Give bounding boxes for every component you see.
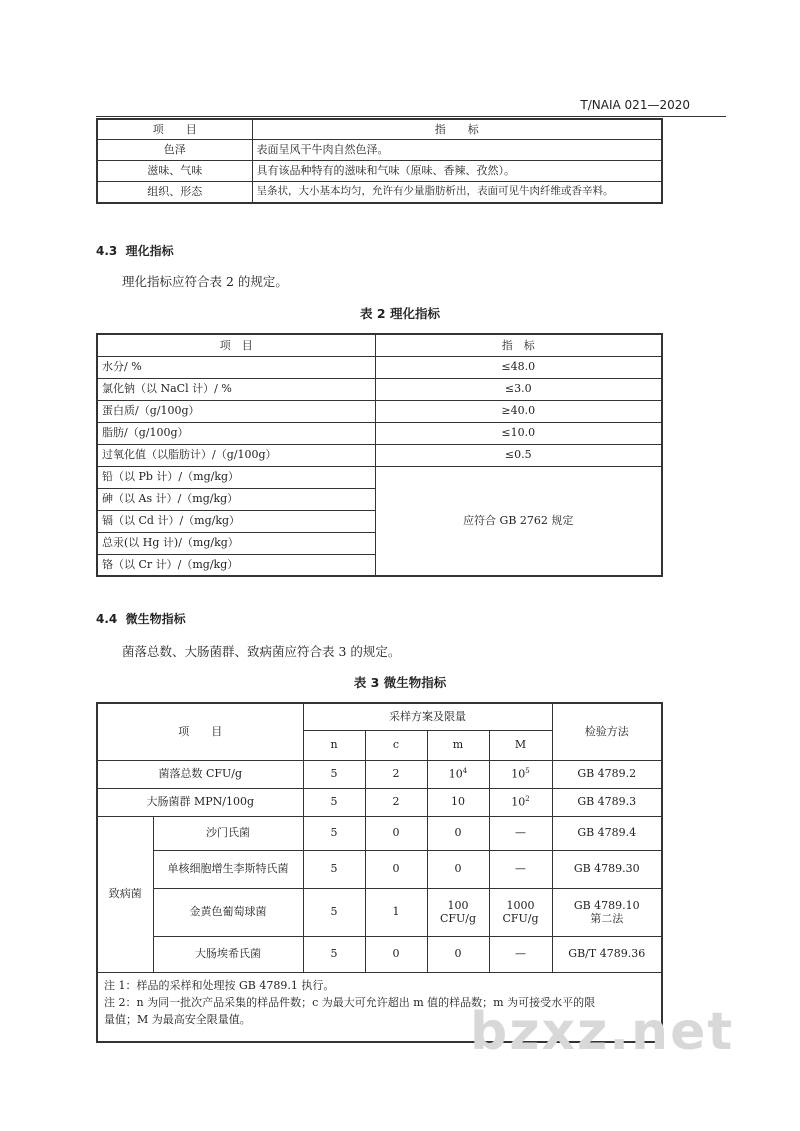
- table3-cell-n: 5: [303, 816, 365, 850]
- table2-cell-item: 总汞(以 Hg 计)/（mg/kg）: [97, 532, 375, 554]
- watermark-text: bzxz.net: [470, 1002, 735, 1062]
- section-paragraph: 理化指标应符合表 2 的规定。: [122, 274, 288, 289]
- section-paragraph: 菌落总数、大肠菌群、致病菌应符合表 3 的规定。: [122, 644, 401, 659]
- sensory-table: [96, 118, 663, 204]
- table1-cell-item: 滋味、气味: [97, 160, 252, 181]
- table3-cell-c: 0: [365, 936, 427, 972]
- table3-header-item: 项 目: [97, 703, 303, 760]
- note-line: 注 1：样品的采样和处理按 GB 4789.1 执行。: [104, 978, 335, 992]
- table1-header-item: 项 目: [97, 119, 252, 139]
- physicochemical-table: [96, 333, 663, 577]
- table3-cell-M: [489, 888, 552, 936]
- table3-header-n: n: [303, 730, 365, 760]
- table3-cell-M: —: [489, 816, 552, 850]
- note-line: 注 2：n 为同一批次产品采集的样品件数；c 为最大可允许超出 m 值的样品数；m 为可接受水平的限: [104, 995, 596, 1009]
- section-title: 微生物指标: [125, 612, 186, 626]
- table3-caption: 表 3 微生物指标: [353, 675, 447, 690]
- table3-cell-c: 0: [365, 850, 427, 888]
- table3-cell-method: GB/T 4789.36: [552, 936, 662, 972]
- table2-caption: 表 2 理化指标: [360, 306, 440, 321]
- section-heading-4-4: [96, 610, 186, 627]
- table3-header-method: 检验方法: [552, 703, 662, 760]
- table3-cell-c: 0: [365, 816, 427, 850]
- section-title: 理化指标: [125, 244, 174, 258]
- table2-cell-spec: ≤10.0: [375, 422, 662, 444]
- power-exponent: 2: [525, 795, 530, 804]
- table3-cell-method: GB 4789.30: [552, 850, 662, 888]
- table2-cell-item: 砷（以 As 计）/（mg/kg）: [97, 488, 375, 510]
- table2-cell-item: 铬（以 Cr 计）/（mg/kg）: [97, 554, 375, 576]
- table3-cell-m: 0: [427, 936, 489, 972]
- table1-cell-spec: 呈条状，大小基本均匀，允许有少量脂肪析出，表面可见牛肉纤维或香辛料。: [252, 181, 662, 203]
- table2-cell-spec: ≤48.0: [375, 356, 662, 378]
- table3-pathogen-label: 致病菌: [97, 816, 153, 972]
- table1-cell-item: 组织、形态: [97, 181, 252, 203]
- table3-cell-item: 单核细胞增生李斯特氏菌: [153, 850, 303, 888]
- power-exponent: 5: [525, 767, 530, 776]
- table1-cell-spec: 表面呈风干牛肉自然色泽。: [252, 139, 662, 160]
- table3-cell-method: GB 4789.4: [552, 816, 662, 850]
- table2-cell-item: 过氧化值（以脂肪计）/（g/100g）: [97, 444, 375, 466]
- table3-cell-M: —: [489, 936, 552, 972]
- unit-line: CFU/g: [439, 912, 477, 925]
- table3-header-c: c: [365, 730, 427, 760]
- microbiological-table: [96, 702, 663, 1043]
- table3-cell-m: [427, 760, 489, 788]
- table3-cell-method: GB 4789.2: [552, 760, 662, 788]
- table3-cell-M: —: [489, 850, 552, 888]
- document-number: T/NAIA 021—2020: [580, 98, 690, 112]
- section-number: 4.3: [96, 244, 118, 258]
- method-line: GB 4789.10: [573, 898, 640, 912]
- table3-cell-m: 0: [427, 816, 489, 850]
- table2-cell-item: 水分/ %: [97, 356, 375, 378]
- table3-cell-n: 5: [303, 888, 365, 936]
- section-heading-4-3: [96, 242, 174, 259]
- table3-cell-n: 5: [303, 936, 365, 972]
- table2-cell-item: 氯化钠（以 NaCl 计）/ %: [97, 378, 375, 400]
- value-line: 100: [447, 898, 469, 912]
- table3-cell-item: 菌落总数 CFU/g: [97, 760, 303, 788]
- method-line: 第二法: [590, 912, 624, 925]
- table3-cell-item: 大肠埃希氏菌: [153, 936, 303, 972]
- power-base: 10: [448, 767, 463, 781]
- header-rule: [96, 116, 726, 117]
- table2-cell-spec: ≤0.5: [375, 444, 662, 466]
- table2-cell-item: 镉（以 Cd 计）/（mg/kg）: [97, 510, 375, 532]
- table3-header-m: m: [427, 730, 489, 760]
- table3-cell-item: 沙门氏菌: [153, 816, 303, 850]
- table3-cell-M: [489, 788, 552, 816]
- table2-cell-item: 铅（以 Pb 计）/（mg/kg）: [97, 466, 375, 488]
- table2-cell-item: 蛋白质/（g/100g）: [97, 400, 375, 422]
- power-exponent: 4: [462, 767, 468, 776]
- table3-cell-n: 5: [303, 760, 365, 788]
- table3-cell-method: [552, 888, 662, 936]
- table3-cell-n: 5: [303, 850, 365, 888]
- table3-cell-m: 0: [427, 850, 489, 888]
- table3-cell-m: [427, 888, 489, 936]
- table3-cell-n: 5: [303, 788, 365, 816]
- unit-line: CFU/g: [502, 912, 539, 925]
- table1-cell-spec: 具有该品种特有的滋味和气味（原味、香辣、孜然）。: [252, 160, 662, 181]
- table2-header-spec: 指 标: [375, 334, 662, 356]
- table3-cell-M: [489, 760, 552, 788]
- table3-cell-method: GB 4789.3: [552, 788, 662, 816]
- section-number: 4.4: [96, 612, 118, 626]
- table2-merged-spec: 应符合 GB 2762 规定: [375, 466, 662, 576]
- table1-cell-item: 色泽: [97, 139, 252, 160]
- power-base: 10: [511, 795, 526, 809]
- table1-header-spec: 指 标: [252, 119, 662, 139]
- table3-cell-item: 大肠菌群 MPN/100g: [97, 788, 303, 816]
- value-line: 1000: [506, 898, 535, 912]
- table3-header-plan: 采样方案及限量: [303, 703, 552, 730]
- table3-cell-c: 1: [365, 888, 427, 936]
- table3-cell-item: 金黄色葡萄球菌: [153, 888, 303, 936]
- table3-cell-c: 2: [365, 760, 427, 788]
- table3-header-M: M: [489, 730, 552, 760]
- table3-cell-c: 2: [365, 788, 427, 816]
- table2-cell-spec: ≤3.0: [375, 378, 662, 400]
- power-base: 10: [511, 767, 526, 781]
- table3-cell-m: 10: [427, 788, 489, 816]
- table2-cell-item: 脂肪/（g/100g）: [97, 422, 375, 444]
- table2-cell-spec: ≥40.0: [375, 400, 662, 422]
- note-line: 量值；M 为最高安全限量值。: [104, 1012, 251, 1026]
- table2-header-item: 项 目: [97, 334, 375, 356]
